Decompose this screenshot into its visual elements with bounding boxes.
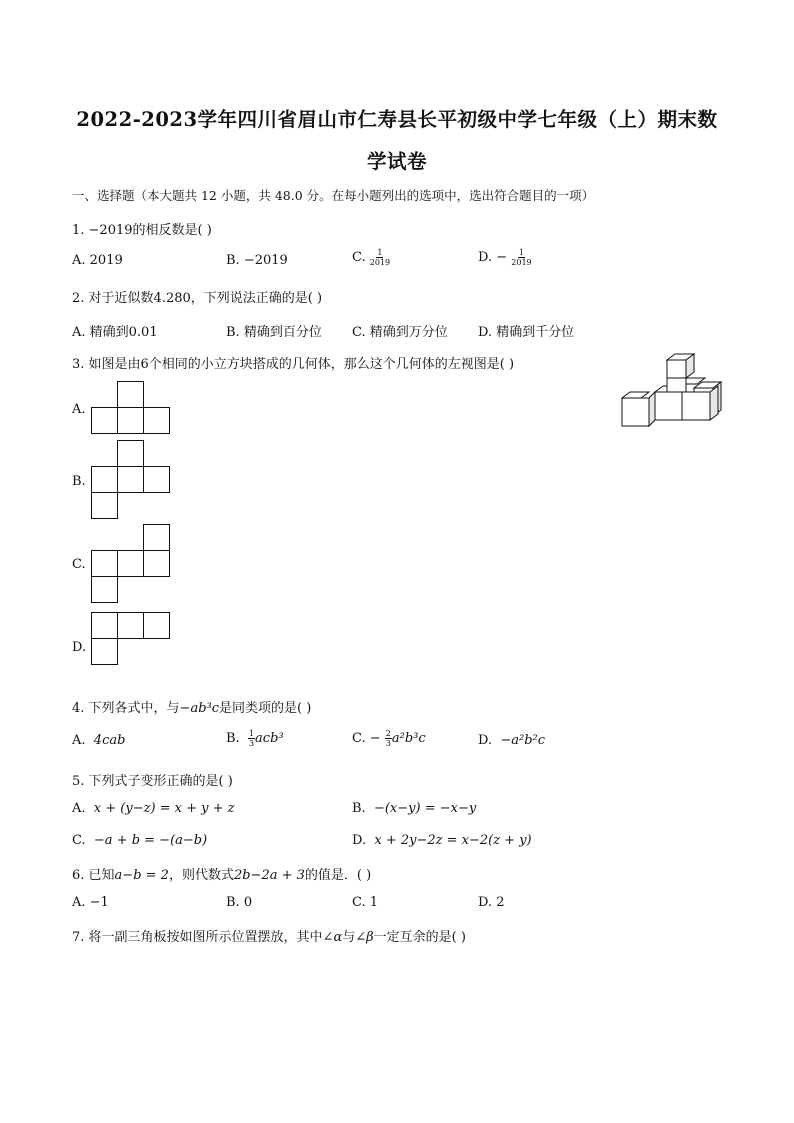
- q2-option-b: B. 精确到百分位: [226, 325, 322, 340]
- q1-option-a: A. 2019: [72, 253, 123, 268]
- q4-stem-expression: −ab³c: [179, 701, 220, 716]
- q7-stem-post: 一定互余的是( ): [373, 930, 466, 945]
- q5-option-c: [72, 833, 207, 848]
- q2-stem: 2. 对于近似数4.280，下列说法正确的是( ): [72, 291, 323, 306]
- q4-b-denominator: 3: [248, 739, 255, 748]
- q1-c-numerator: 1: [377, 248, 383, 257]
- q4-option-d-label: D.: [478, 733, 493, 748]
- q4-option-b-expr: acb³: [255, 731, 284, 746]
- q4-option-c: [352, 729, 426, 748]
- q6-stem-expr2: 2b−2a + 3: [233, 868, 305, 883]
- q4-c-numerator: 2: [385, 729, 391, 738]
- q7-angle-alpha: ∠α: [322, 930, 343, 945]
- q7-stem-pre: 7. 将一副三角板按如图所示位置摆放，其中: [72, 930, 323, 945]
- q2-option-d: D. 精确到千分位: [478, 325, 575, 340]
- q4-option-b: [226, 729, 284, 748]
- q3-solid-figure: [618, 352, 724, 430]
- q3-option-a: A.: [72, 402, 86, 417]
- q3-option-b-view: [91, 440, 171, 520]
- q3-option-b: B.: [72, 474, 86, 489]
- q6-option-b: B. 0: [226, 895, 253, 910]
- q6-stem-mid: ，则代数式: [168, 868, 234, 883]
- q4-option-a: [72, 733, 125, 748]
- q4-option-a-expr: 4cab: [93, 733, 126, 748]
- q2-option-a: A. 精确到0.01: [72, 325, 158, 340]
- q1-stem: 1. −2019的相反数是( ): [72, 223, 212, 238]
- q2-option-c: C. 精确到万分位: [352, 325, 448, 340]
- q3-option-d: D.: [72, 640, 87, 655]
- q3-option-d-view: [91, 612, 171, 666]
- q3-option-c-view: [91, 524, 171, 604]
- q7-stem-mid: 与: [342, 930, 356, 945]
- q4-stem: [72, 697, 311, 716]
- q1-c-denominator: 2019: [369, 258, 391, 267]
- q5-option-a-expr: x + (y−z) = x + y + z: [93, 801, 235, 816]
- q7-stem: [72, 926, 466, 945]
- q1-option-c-fraction: [370, 248, 390, 267]
- q5-option-c-label: C.: [72, 833, 86, 848]
- q4-option-d-expr: −a²b²c: [500, 733, 546, 748]
- q4-option-c-label: C. −: [352, 731, 381, 746]
- q5-option-a-label: A.: [72, 801, 86, 816]
- q1-option-d: [478, 248, 532, 267]
- q1-option-d-label: D. −: [478, 250, 508, 265]
- section-heading: 一、选择题（本大题共 12 小题，共 48.0 分。在每小题列出的选项中，选出符合题目的一项）: [72, 188, 595, 203]
- q1-option-c-label: C.: [352, 250, 366, 265]
- q5-option-b-label: B.: [352, 801, 366, 816]
- q1-d-denominator: 2019: [511, 258, 532, 267]
- q5-option-b: [352, 801, 476, 816]
- q4-option-c-expr: a²b³c: [391, 731, 426, 746]
- q4-stem-post: 是同类项的是( ): [219, 701, 312, 716]
- q1-option-b: B. −2019: [226, 253, 288, 268]
- q6-stem: [72, 864, 371, 883]
- q1-option-c: [352, 248, 390, 267]
- q5-stem: 5. 下列式子变形正确的是( ): [72, 774, 233, 789]
- exam-title-line1: 2022-2023学年四川省眉山市仁寿县长平初级中学七年级（上）期末数: [76, 108, 718, 131]
- q6-option-a: A. −1: [72, 895, 109, 910]
- q3-stem: 3. 如图是由6个相同的小立方块搭成的几何体，那么这个几何体的左视图是( ): [72, 357, 515, 372]
- q1-d-numerator: 1: [518, 248, 524, 257]
- q3-option-c: C.: [72, 557, 86, 572]
- q7-angle-beta: ∠β: [355, 930, 374, 945]
- q4-option-d: [478, 733, 545, 748]
- q3-option-a-view: [91, 381, 171, 435]
- q1-option-d-fraction: [511, 248, 531, 267]
- q4-option-c-fraction: [385, 729, 392, 748]
- q4-c-denominator: 3: [385, 739, 391, 748]
- q6-option-d: D. 2: [478, 895, 505, 910]
- q4-option-a-label: A.: [72, 733, 86, 748]
- q6-stem-pre: 6. 已知: [72, 868, 115, 883]
- q5-option-d-expr: x + 2y−2z = x−2(z + y): [374, 833, 532, 848]
- q5-option-a: [72, 801, 235, 816]
- q6-option-c: C. 1: [352, 895, 379, 910]
- q4-option-b-fraction: [248, 729, 255, 748]
- exam-title-line2: 学试卷: [366, 150, 427, 173]
- q6-stem-post: 的值是．( ): [304, 868, 372, 883]
- q4-b-numerator: 1: [248, 729, 255, 738]
- q5-option-c-expr: −a + b = −(a−b): [93, 833, 208, 848]
- q4-option-b-label: B.: [226, 731, 240, 746]
- q5-option-d-label: D.: [352, 833, 367, 848]
- q6-stem-expr1: a−b = 2: [114, 868, 169, 883]
- q4-stem-pre: 4. 下列各式中，与: [72, 701, 180, 716]
- q5-option-d: [352, 833, 532, 848]
- q5-option-b-expr: −(x−y) = −x−y: [373, 801, 477, 816]
